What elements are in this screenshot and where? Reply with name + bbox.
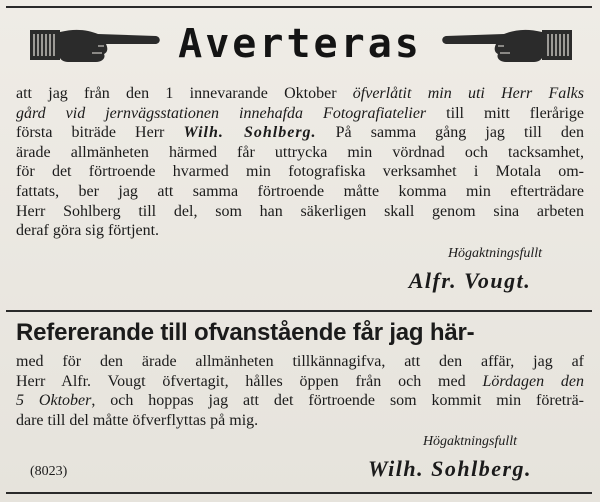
text-run: , och hoppas jag att det förtroende som kommit min företrä- xyxy=(91,392,585,410)
notice-line xyxy=(16,372,584,392)
signature: Alfr. Vougt. xyxy=(408,268,532,293)
advert-line xyxy=(16,104,584,124)
pointing-hand-icon xyxy=(28,22,162,68)
text-run: första biträde Herr xyxy=(16,124,184,142)
advert-line: Herr Sohlberg till del, som han säkerligen skall genom sina arbeten xyxy=(16,202,584,220)
advert-line: fattats, ber jag att samma förtroende måtte komma min efterträdare xyxy=(16,182,584,200)
text-run: att jag från den 1 innevarande Oktober xyxy=(16,85,353,102)
text-run: På samma gång jag till den xyxy=(316,124,584,142)
signature: Wilh. Sohlberg. xyxy=(367,456,533,481)
advert-line: för det förtroende hvarmed min fotografiska verksamhet i Motala om- xyxy=(16,163,584,181)
closing-salutation: Högaktningsfullt xyxy=(422,434,518,449)
closing-salutation: Högaktningsfullt xyxy=(447,246,543,261)
notice-line: dare till del måtte öfverflyttas på mig. xyxy=(16,411,259,429)
notice-headline: Refererande till ofvanstående får jag här- xyxy=(16,319,475,346)
notice-body xyxy=(16,352,584,430)
notice-line xyxy=(16,391,584,411)
advert-body xyxy=(16,84,584,241)
text-run: Herr Alfr. Vougt öfvertagit, hålles öppen från och med xyxy=(16,372,483,390)
italic-run: gård vid jernvägsstationen innehafda Fotografiatelier xyxy=(16,104,427,122)
reference-number: (8023) xyxy=(30,464,68,479)
advert-line: deraf göra sig förtjent. xyxy=(16,222,160,240)
text-run: till mitt flerårige xyxy=(426,104,584,122)
section-divider xyxy=(6,310,592,312)
italic-run: 5 Oktober xyxy=(16,392,92,410)
advert-line: ärade allmänheten härmed får uttrycka min vördnad och tacksamhet, xyxy=(16,143,584,161)
advert-title: Averteras xyxy=(178,21,422,67)
notice-line: med för den ärade allmänheten tillkännagifva, att den affär, jag af xyxy=(16,353,584,370)
successor-name: Wilh. Sohlberg. xyxy=(183,124,317,142)
advert-line xyxy=(16,123,584,143)
italic-run: öfverlåtit min uti Herr Falks xyxy=(352,85,584,102)
italic-run: Lördagen den xyxy=(482,372,585,390)
pointing-hand-icon xyxy=(440,22,574,68)
advert-header xyxy=(0,10,600,78)
advert-line xyxy=(16,84,584,104)
